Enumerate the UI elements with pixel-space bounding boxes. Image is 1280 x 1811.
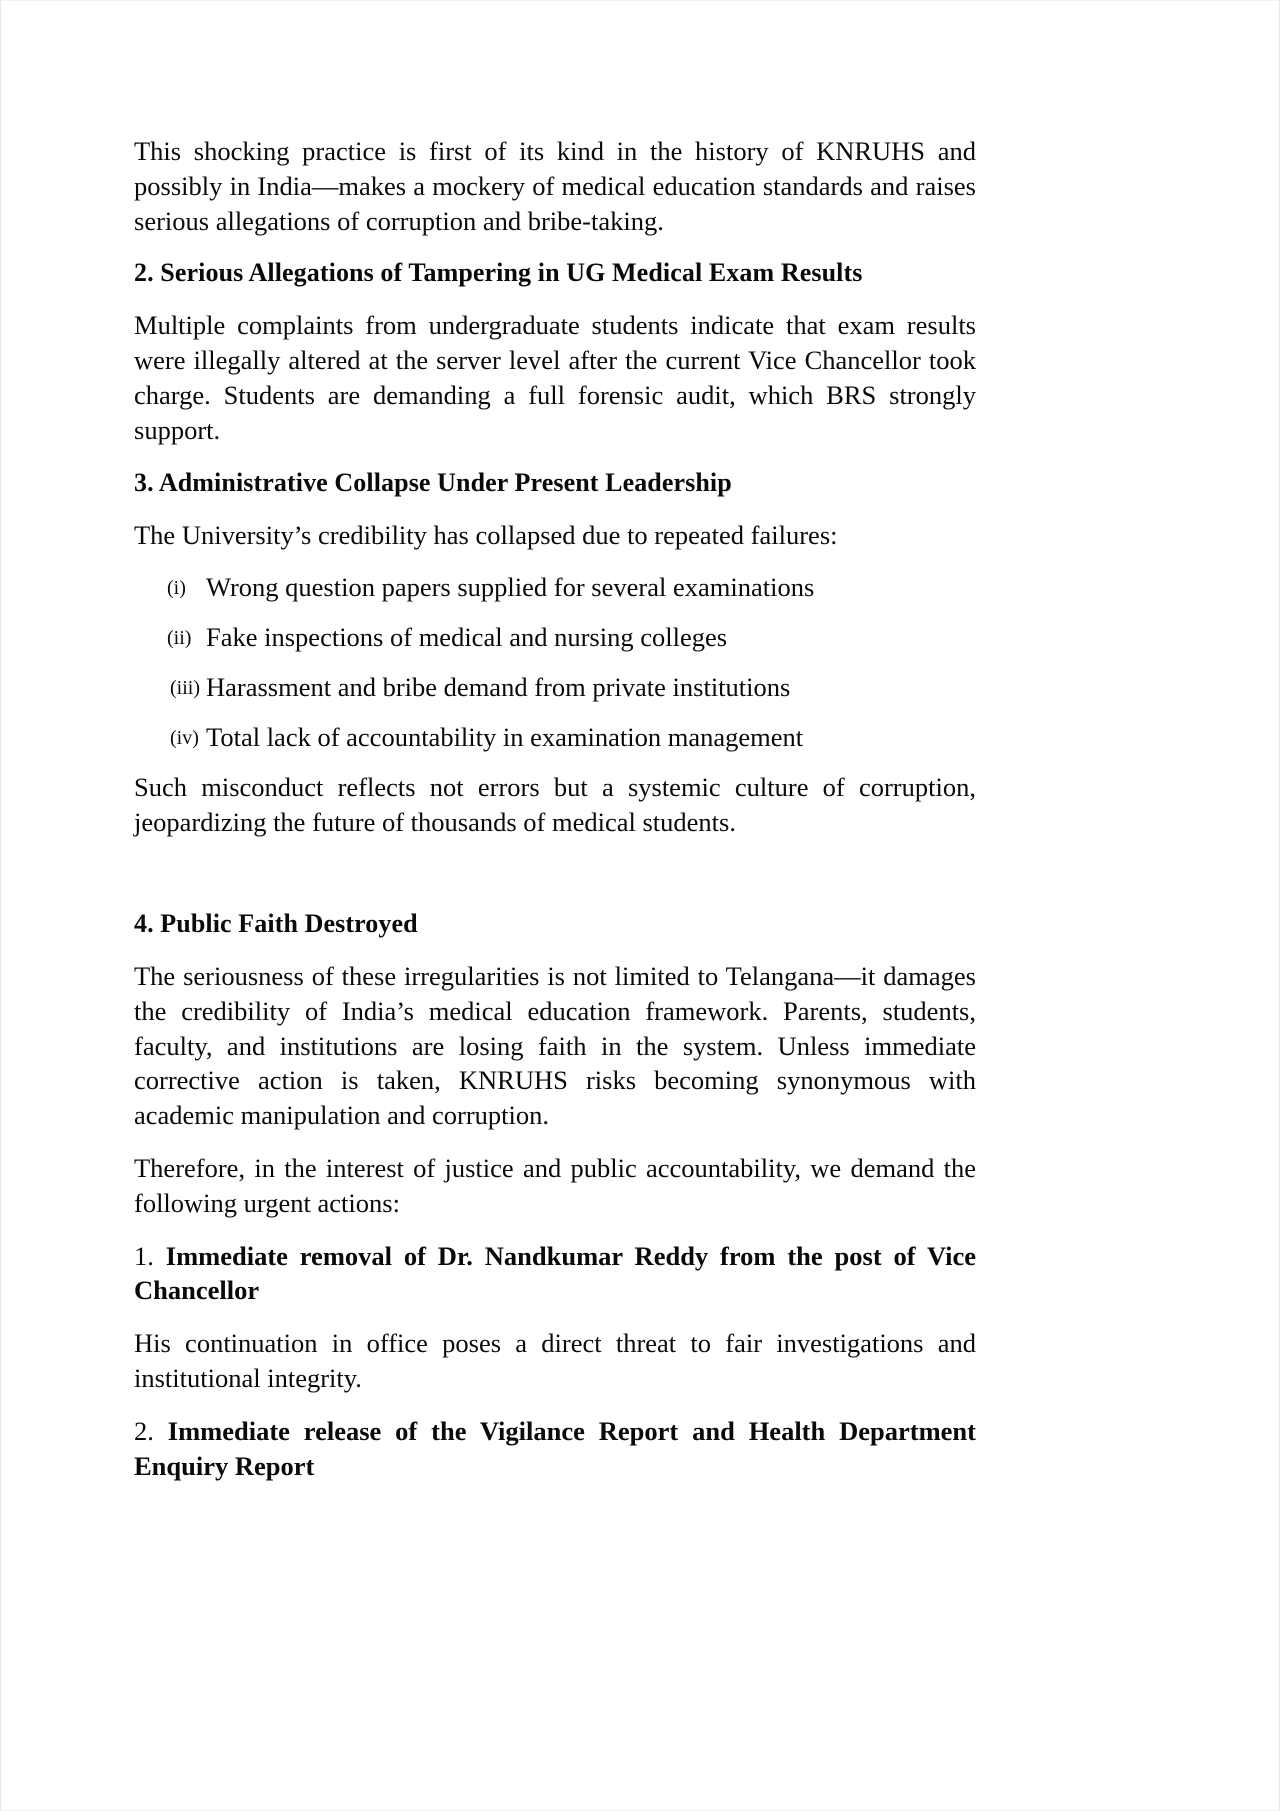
demand-item-1 — [134, 1239, 976, 1309]
list-item-label: Wrong question papers supplied for several examinations — [206, 572, 815, 603]
list-item — [134, 620, 976, 654]
demand-number: 2. — [134, 1415, 154, 1446]
paragraph-demand-intro: Therefore, in the interest of justice and public accountability, we demand the following urgent actions: — [134, 1152, 976, 1218]
paragraph-intro: This shocking practice is first of its kind in the history of KNRUHS and possibly in India—makes a mockery of medical education standards and raises serious allegations of corruption and bribe-taking. — [134, 136, 976, 236]
list-item-label: Total lack of accountability in examination management — [206, 722, 804, 753]
list-item — [134, 670, 976, 704]
demand-item-2 — [134, 1414, 976, 1484]
demand-title: Immediate removal of Dr. Nandkumar Reddy from the post of Vice Chancellor — [134, 1240, 977, 1306]
list-marker-roman: (iii) — [170, 677, 200, 700]
list-item — [134, 720, 976, 754]
paragraph-demand-1-body: His continuation in office poses a direct threat to fair investigations and institutional integrity. — [134, 1328, 976, 1393]
list-item-label: Fake inspections of medical and nursing colleges — [206, 622, 728, 653]
demand-title: Immediate release of the Vigilance Report and Health Department Enquiry Report — [134, 1415, 976, 1481]
list-marker-roman: (ii) — [167, 627, 192, 650]
paragraph-after-list: Such misconduct reflects not errors but a systemic culture of corruption, jeopardizing the future of thousands of medical students. — [134, 772, 976, 838]
list-item — [134, 570, 976, 604]
document-body — [134, 134, 976, 1501]
list-marker-roman: (iv) — [170, 727, 199, 750]
list-marker-roman: (i) — [167, 577, 186, 600]
paragraph-section-2: Multiple complaints from undergraduate students indicate that exam results were illegally altered at the server level after the current Vice Chancellor took charge. Students are demanding a full forensic audit, which BRS strongly support. — [134, 310, 976, 445]
paragraph-section-4: The seriousness of these irregularities is not limited to Telangana—it damages the credibility of India’s medical education framework. Parents, students, faculty, and institutions are losing faith in the system. Unless immediate corrective action is taken, KNRUHS risks becoming synonymous with academic manipulation and corruption. — [134, 960, 976, 1131]
demand-number: 1. — [134, 1240, 154, 1271]
paragraph-spacer — [134, 858, 976, 907]
list-item-label: Harassment and bribe demand from private institutions — [206, 672, 791, 703]
failures-list — [134, 570, 976, 754]
heading-section-4: 4. Public Faith Destroyed — [134, 908, 418, 938]
heading-section-3: 3. Administrative Collapse Under Present Leadership — [134, 467, 732, 497]
paragraph-section-3-intro: The University’s credibility has collapsed due to repeated failures: — [134, 519, 838, 550]
heading-section-2: 2. Serious Allegations of Tampering in UG Medical Exam Results — [134, 258, 863, 288]
